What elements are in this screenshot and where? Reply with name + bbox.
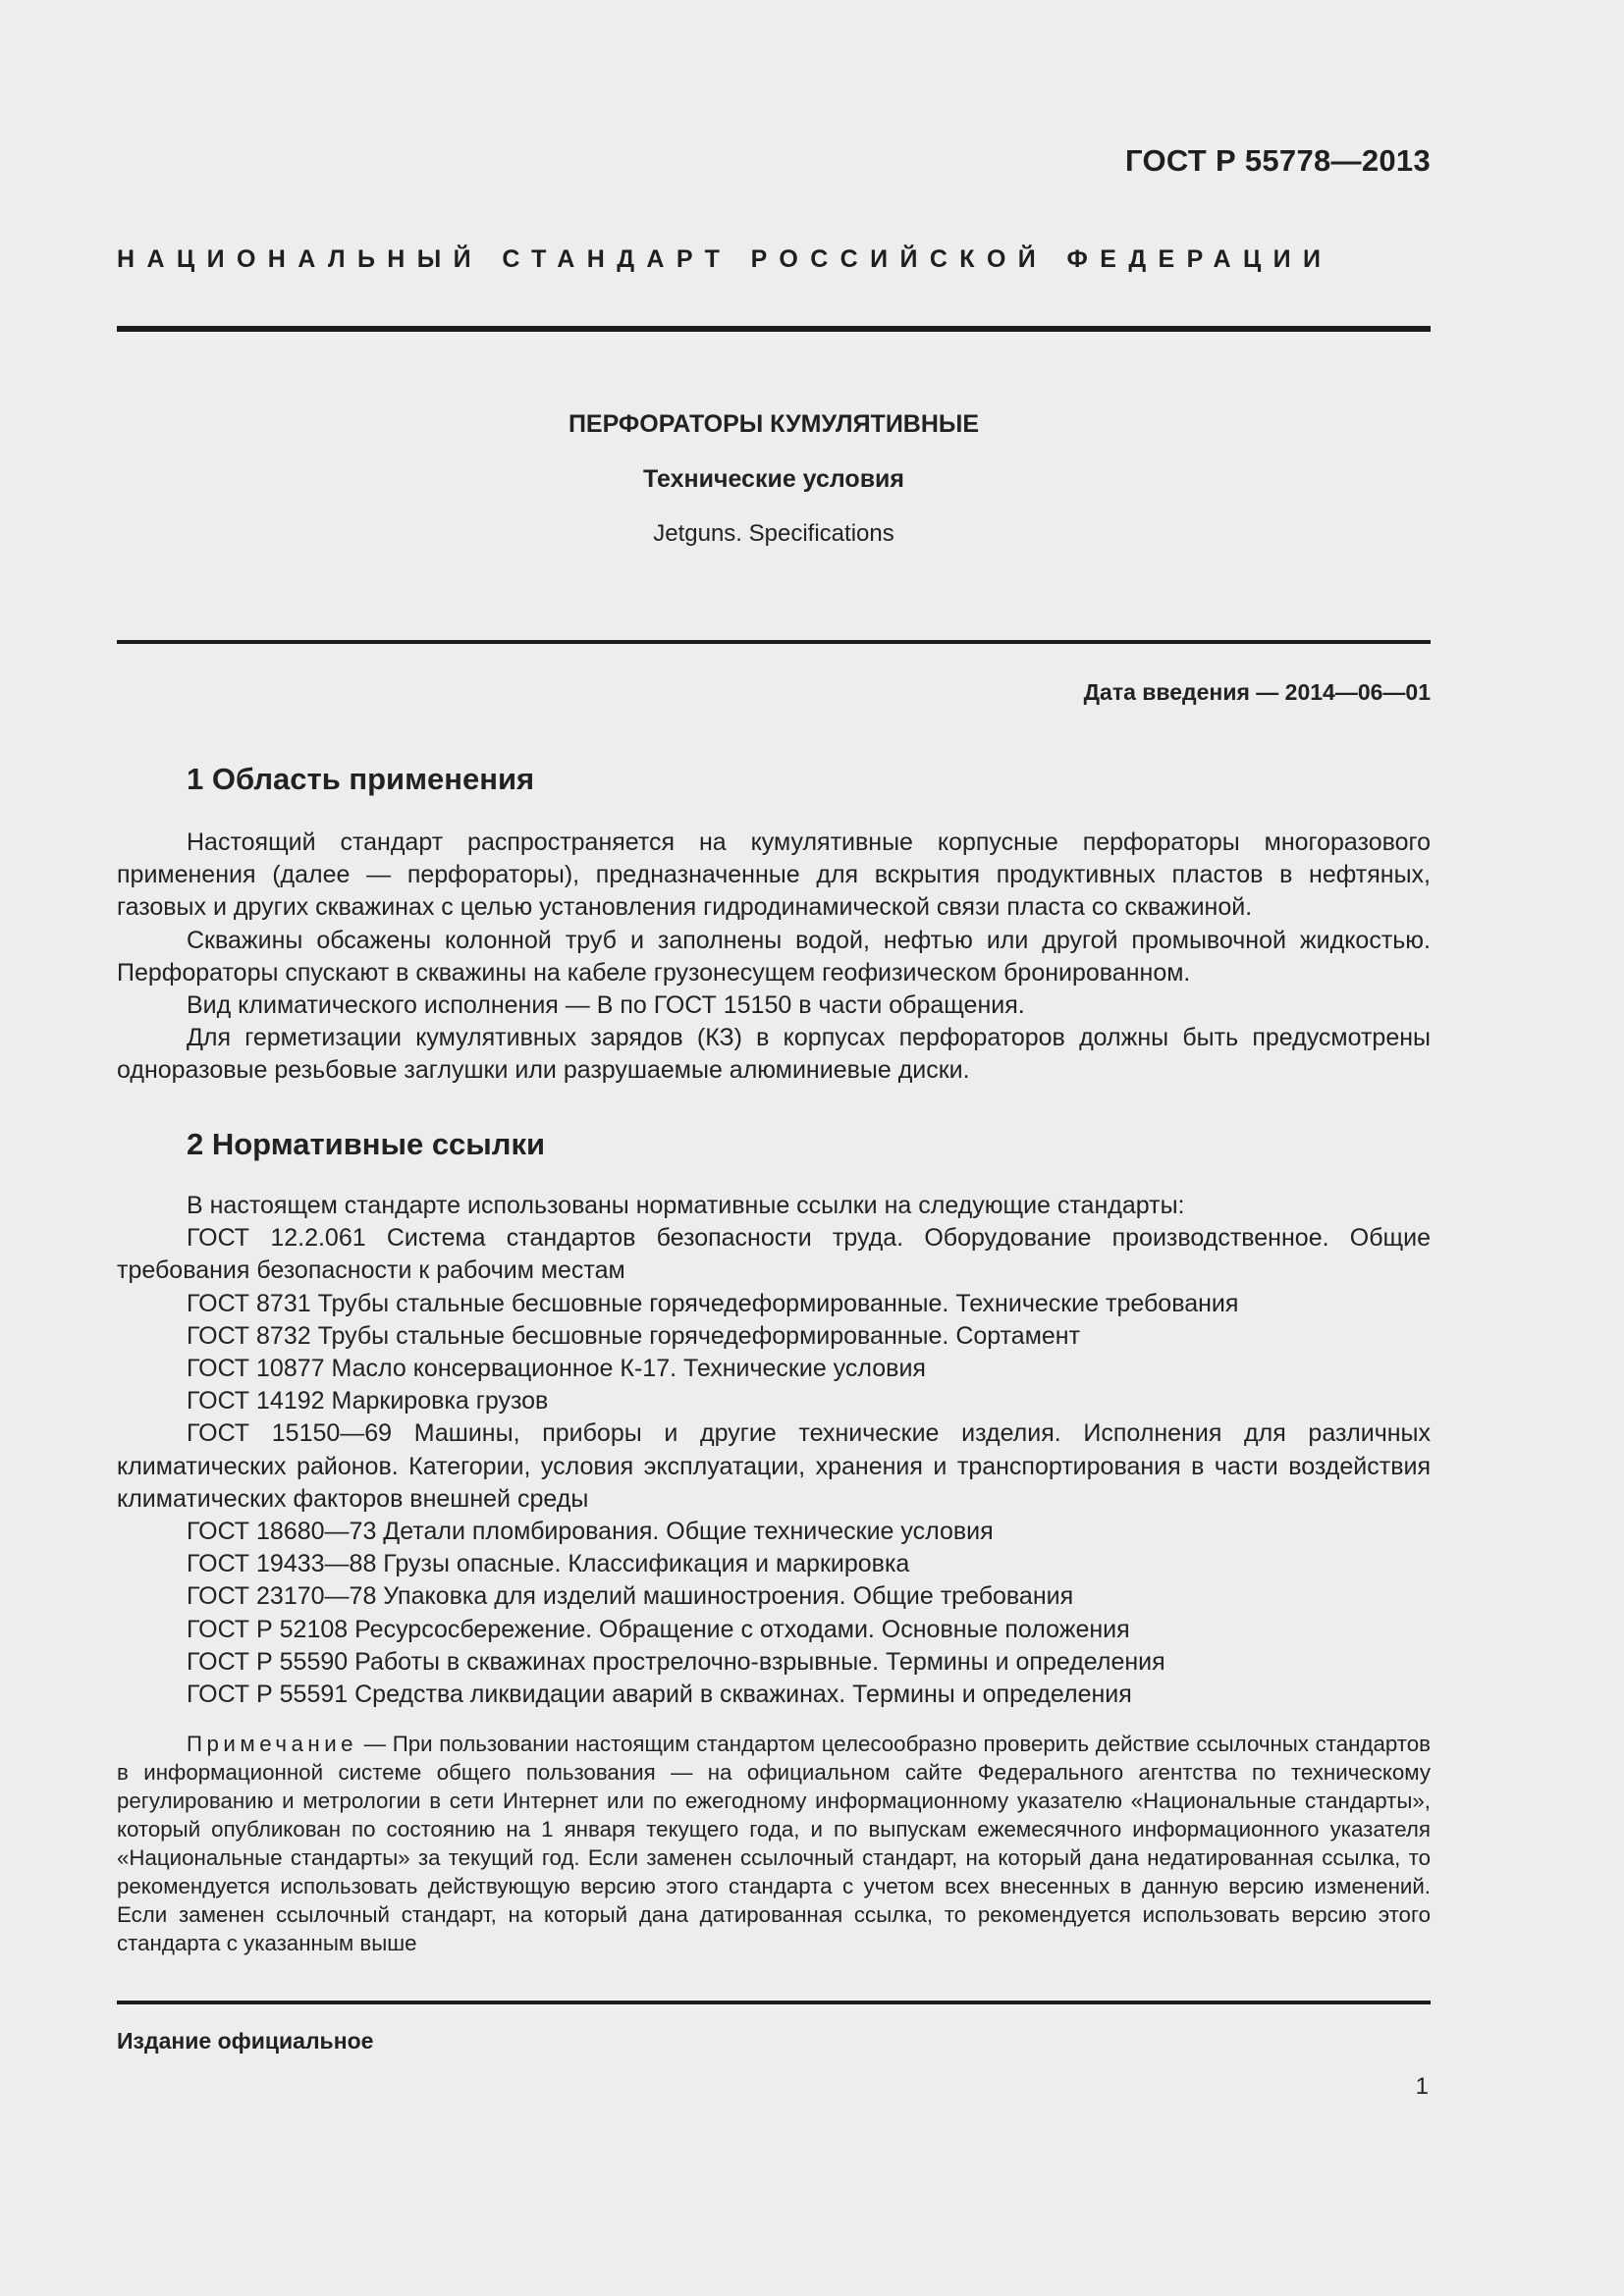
reference-item: ГОСТ 15150—69 Машины, приборы и другие технические изделия. Исполнения для различных климатических районов. Категории, условия эксплуатации, хранения и транспортирования в части воздействия климатических факторов внешней среды xyxy=(117,1419,1431,1513)
note-paragraph xyxy=(117,1730,1431,1957)
reference-item: ГОСТ 10877 Масло консервационное К-17. Технические условия xyxy=(187,1355,926,1383)
section-scope xyxy=(117,762,1431,797)
section-references xyxy=(117,1127,1431,1162)
document-subtitle: Технические условия xyxy=(642,465,905,493)
reference-item: ГОСТ 19433—88 Грузы опасные. Классификация и маркировка xyxy=(187,1550,910,1578)
section-scope-body xyxy=(117,827,1431,1088)
page-number: 1 xyxy=(1415,2073,1429,2100)
standard-number: ГОСТ Р 55778—2013 xyxy=(1125,143,1431,178)
document-title: ПЕРФОРАТОРЫ КУМУЛЯТИВНЫЕ xyxy=(568,410,980,438)
header-divider xyxy=(117,326,1431,332)
section-heading: 2 Нормативные ссылки xyxy=(187,1127,546,1161)
reference-item: ГОСТ Р 55591 Средства ликвидации аварий в скважинах. Термины и определения xyxy=(187,1681,1132,1709)
section-references-body xyxy=(117,1190,1431,1711)
paragraph: Вид климатического исполнения — В по ГОСТ 15150 в части обращения. xyxy=(187,991,1025,1020)
official-edition-label: Издание официальное xyxy=(117,2028,374,2054)
document-title-english: Jetguns. Specifications xyxy=(653,520,894,547)
introduction-date: Дата введения — 2014—06—01 xyxy=(1083,679,1431,705)
paragraph: Для герметизации кумулятивных зарядов (КЗ) в корпусах перфораторов должны быть предусмотрены одноразовые резьбовые заглушки или разрушаемые алюминиевые диски. xyxy=(117,1024,1431,1085)
paragraph: Настоящий стандарт распространяется на кумулятивные корпусные перфораторы многоразового применения (далее — перфораторы), предназначенные для вскрытия продуктивных пластов в нефтяных, газовых и других скважинах с целью установления гидродинамической связи пласта со скважиной. xyxy=(117,828,1431,922)
reference-item: ГОСТ 18680—73 Детали пломбирования. Общие технические условия xyxy=(187,1518,994,1546)
paragraph: В настоящем стандарте использованы нормативные ссылки на следующие стандарты: xyxy=(187,1192,1185,1219)
title-divider xyxy=(117,640,1431,644)
section-heading: 1 Область применения xyxy=(187,762,535,796)
national-standard-banner: НАЦИОНАЛЬНЫЙ СТАНДАРТ РОССИЙСКОЙ ФЕДЕРАЦИИ xyxy=(117,245,1333,273)
reference-item: ГОСТ 12.2.061 Система стандартов безопасности труда. Оборудование производственное. Общие требования безопасности к рабочим местам xyxy=(117,1224,1431,1285)
reference-item: ГОСТ 8731 Трубы стальные бесшовные горячедеформированные. Технические требования xyxy=(187,1289,1239,1317)
footer-divider xyxy=(117,2001,1431,2004)
note-label: Примечание xyxy=(187,1732,358,1756)
reference-item: ГОСТ Р 55590 Работы в скважинах прострелочно-взрывные. Термины и определения xyxy=(187,1647,1165,1676)
reference-item: ГОСТ 8732 Трубы стальные бесшовные горячедеформированные. Сортамент xyxy=(187,1321,1081,1350)
reference-item: ГОСТ Р 52108 Ресурсосбережение. Обращение с отходами. Основные положения xyxy=(187,1615,1130,1643)
note-text: — При пользовании настоящим стандартом целесообразно проверить действие ссылочных стандартов в информационной системе общего пользования — на официальном сайте Федерального агентства по техническому регулированию и метрологии в сети Интернет или по ежегодному информационному указателю «Национальные стандарты», который опубликован по состоянию на 1 января текущего года, и по выпускам ежемесячного информационного указателя «Национальные стандарты» за текущий год. Если заменен ссылочный стандарт, на который дана недатированная ссылка, то рекомендуется использовать действующую версию этого стандарта с учетом всех внесенных в данную версию изменений. Если заменен ссылочный стандарт, на который дана датированная ссылка, то рекомендуется использовать версию этого стандарта с указанным выше xyxy=(117,1732,1431,1955)
reference-item: ГОСТ 23170—78 Упаковка для изделий машиностроения. Общие требования xyxy=(187,1582,1074,1611)
reference-item: ГОСТ 14192 Маркировка грузов xyxy=(187,1387,549,1415)
note-block xyxy=(117,1730,1431,1957)
paragraph: Скважины обсажены колонной труб и заполнены водой, нефтью или другой промывочной жидкостью. Перфораторы спускают в скважины на кабеле грузонесущем геофизическом бронированном. xyxy=(117,926,1431,987)
